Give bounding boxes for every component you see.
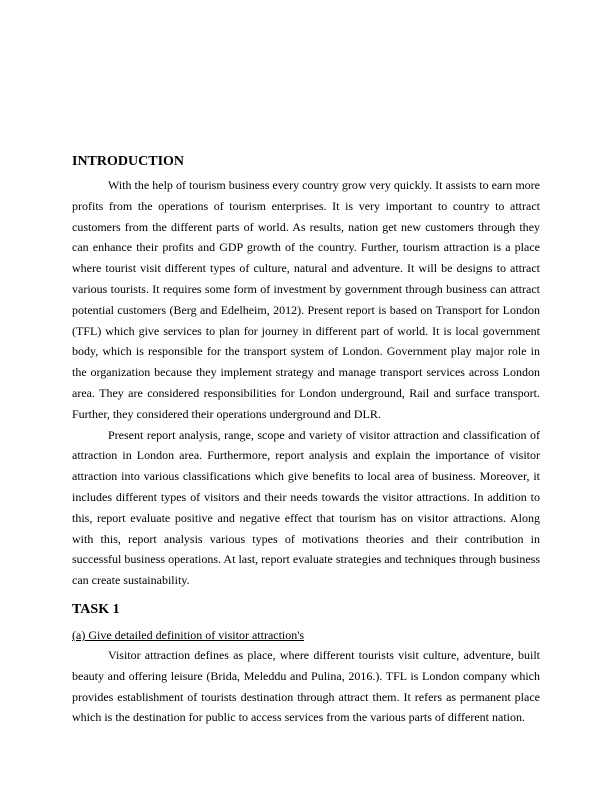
task-paragraph-1: Visitor attraction defines as place, where different tourists visit culture, adventure, built beauty and offering leisure (Brida, Meleddu and Pulina, 2016.). TFL is London company which provides establishment of tourists destination through attract them. It refers as permanent place which is the destination for public to access services from the various parts of different nation. xyxy=(72,647,540,725)
introduction-heading: INTRODUCTION xyxy=(72,154,185,169)
task-1-heading: TASK 1 xyxy=(72,601,120,617)
task-1a-subheading: (a) Give detailed definition of visitor attraction's xyxy=(72,627,305,642)
intro-paragraph-2: Present report analysis, range, scope and variety of visitor attraction and classification of attraction in London area. Furthermore, report analysis and explain the importance of visitor attraction into various classifications which give benefits to local area of business. Moreover, it includes different types of visitors and their needs towards the visitor attractions. In addition to this, report evaluate positive and negative effect that tourism has on visitor attractions. Along with this, report analysis various types of motivations theories and their contribution in successful business operations. At last, report evaluate strategies and techniques through business can create sustainability. xyxy=(72,427,540,588)
intro-paragraph-1: With the help of tourism business every country grow very quickly. It assists to earn more profits from the operations of tourism enterprises. It is very important to country to attract customers from the different parts of world. As results, nation get new customers through they can enhance their profits and GDP growth of the country. Further, tourism attraction is a place where tourist visit different types of culture, natural and adventure. It will be designs to attract various tourists. It requires some form of investment by government through business can attract potential customers (Berg and Edelheim, 2012). Present report is based on Transport for London (TFL) which give services to plan for journey in different part of world. It is local government body, which is responsible for the transport system of London. Government play major role in the organization because they implement strategy and manage transport services across London area. They are considered responsibilities for London underground, Rail and surface transport. Further, they considered their operations underground and DLR. xyxy=(72,178,540,421)
page-content xyxy=(72,153,540,728)
